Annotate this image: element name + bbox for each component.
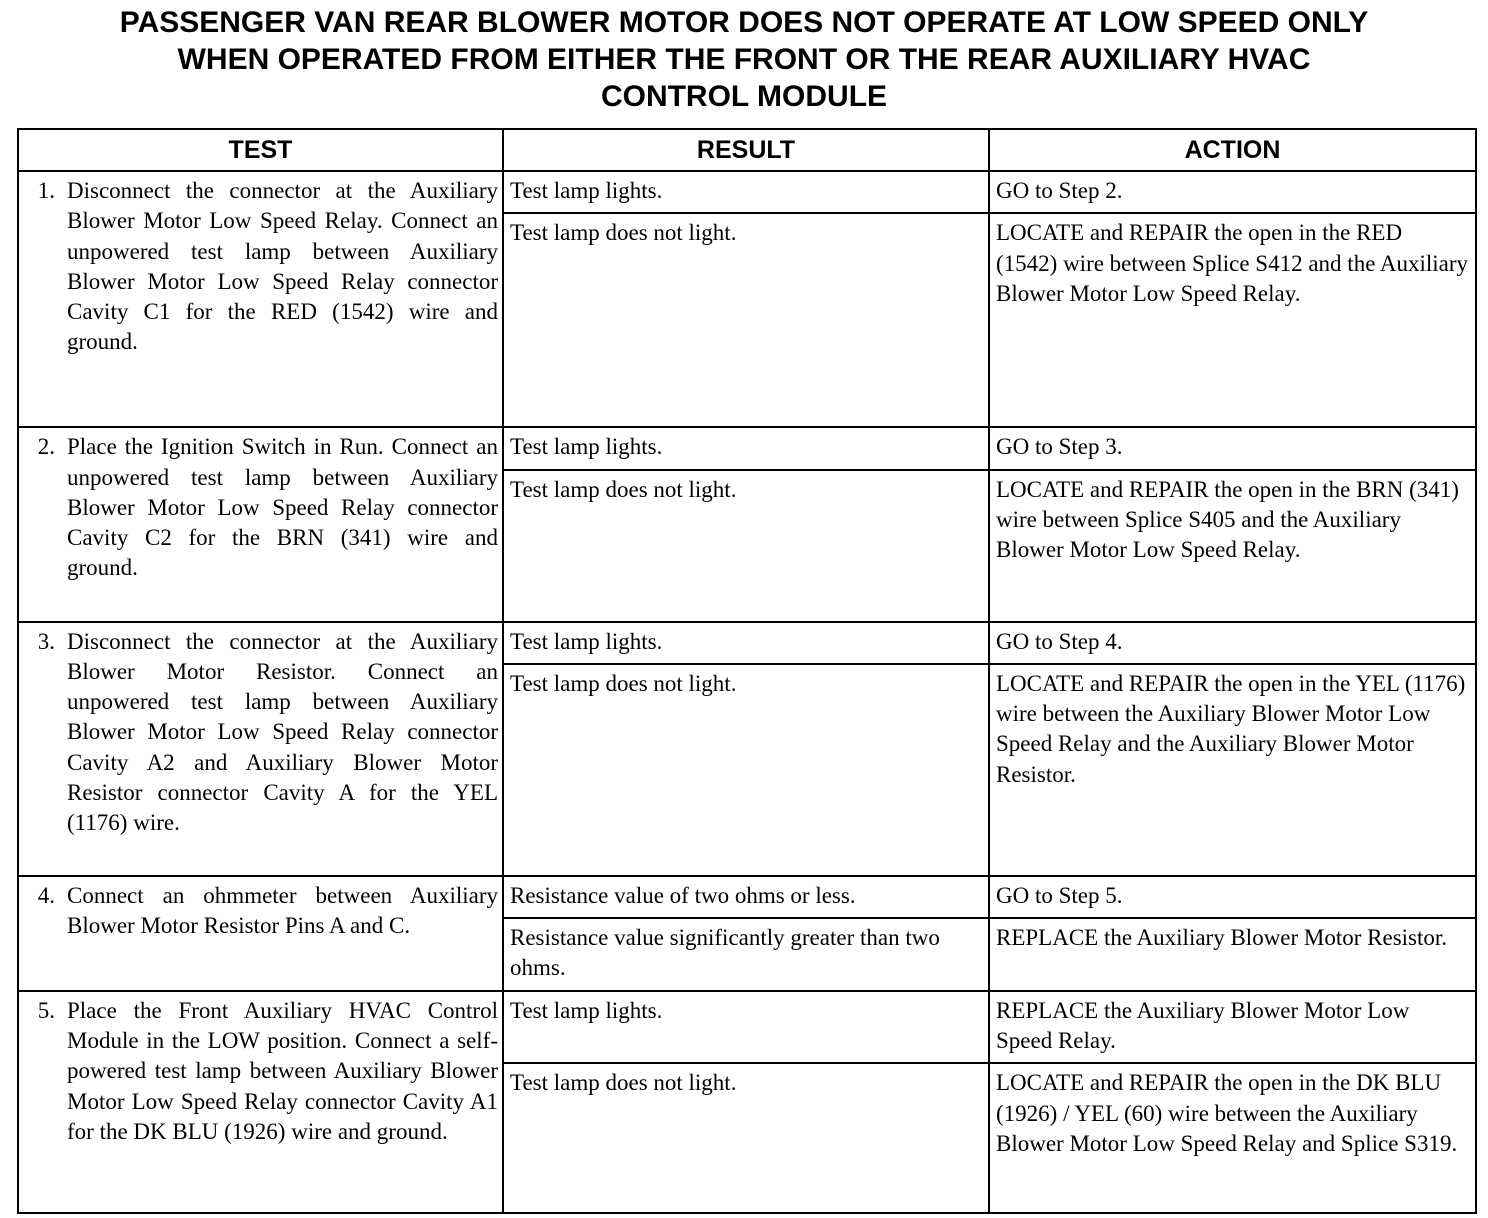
action-cell: GO to Step 5. [989,876,1476,918]
result-cell: Test lamp does not light. [503,213,989,427]
result-cell: Test lamp does not light. [503,1063,989,1213]
test-text: Disconnect the connector at the Auxiliary Blower Motor Low Speed Relay. Connect an unpowered test lamp between Auxiliary Blower Motor Low Speed Relay connector Cavity C1 for the RED (1542) wire and ground. [67,178,498,355]
step-number: 3. [37,628,55,654]
result-cell: Test lamp lights. [503,991,989,1064]
test-text: Place the Ignition Switch in Run. Connect an unpowered test lamp between Auxiliary Blower Motor Low Speed Relay connector Cavity C2 for the BRN (341) wire and ground. [67,434,498,581]
test-text: Disconnect the connector at the Auxiliary Blower Motor Resistor. Connect an unpowered test lamp between Auxiliary Blower Motor Low Speed Relay connector Cavity A2 and Auxiliary Blower Motor Resistor connector Cavity A for the YEL (1176) wire. [67,628,498,836]
test-cell [18,622,503,876]
diagnostic-table [17,128,1477,1214]
header-action: ACTION [989,129,1476,171]
title-line-2: WHEN OPERATED FROM EITHER THE FRONT OR THE REAR AUXILIARY HVAC [177,43,1311,76]
test-text: Connect an ohmmeter between Auxiliary Blower Motor Resistor Pins A and C. [67,882,498,939]
title-line-1: PASSENGER VAN REAR BLOWER MOTOR DOES NOT OPERATE AT LOW SPEED ONLY [119,6,1369,39]
step-number: 5. [37,997,55,1023]
test-cell [18,171,503,427]
test-cell [18,876,503,991]
header-result: RESULT [503,129,989,171]
page-title [0,4,1488,115]
action-cell: LOCATE and REPAIR the open in the DK BLU (1926) / YEL (60) wire between the Auxiliary Blower Motor Low Speed Relay and Splice S319. [989,1063,1476,1213]
action-cell: GO to Step 3. [989,427,1476,469]
result-cell: Test lamp lights. [503,171,989,213]
action-cell: LOCATE and REPAIR the open in the BRN (341) wire between Splice S405 and the Auxiliary Blower Motor Low Speed Relay. [989,470,1476,622]
test-cell [18,427,503,621]
action-cell: LOCATE and REPAIR the open in the YEL (1176) wire between the Auxiliary Blower Motor Low Speed Relay and the Auxiliary Blower Motor Resistor. [989,664,1476,876]
action-cell: REPLACE the Auxiliary Blower Motor Low Speed Relay. [989,991,1476,1064]
header-row [18,129,1476,171]
title-line-3: CONTROL MODULE [600,80,888,113]
step-number: 4. [37,882,55,908]
result-cell: Test lamp lights. [503,427,989,469]
table-row [18,876,1476,918]
step-number: 2. [37,434,55,460]
result-cell: Resistance value significantly greater than two ohms. [503,918,989,991]
table-row [18,427,1476,469]
result-cell: Test lamp does not light. [503,470,989,622]
test-text: Place the Front Auxiliary HVAC Control Module in the LOW position. Connect a self-powered test lamp between Auxiliary Blower Motor Low Speed Relay connector Cavity A1 for the DK BLU (1926) wire and ground. [67,997,498,1144]
action-cell: REPLACE the Auxiliary Blower Motor Resistor. [989,918,1476,991]
test-cell [18,991,503,1214]
action-cell: GO to Step 2. [989,171,1476,213]
action-cell: LOCATE and REPAIR the open in the RED (1542) wire between Splice S412 and the Auxiliary Blower Motor Low Speed Relay. [989,213,1476,427]
step-number: 1. [37,178,55,203]
table-row [18,171,1476,213]
action-cell: GO to Step 4. [989,622,1476,664]
table-row [18,622,1476,664]
table-row [18,991,1476,1064]
result-cell: Test lamp lights. [503,622,989,664]
header-test: TEST [18,129,503,171]
result-cell: Test lamp does not light. [503,664,989,876]
result-cell: Resistance value of two ohms or less. [503,876,989,918]
